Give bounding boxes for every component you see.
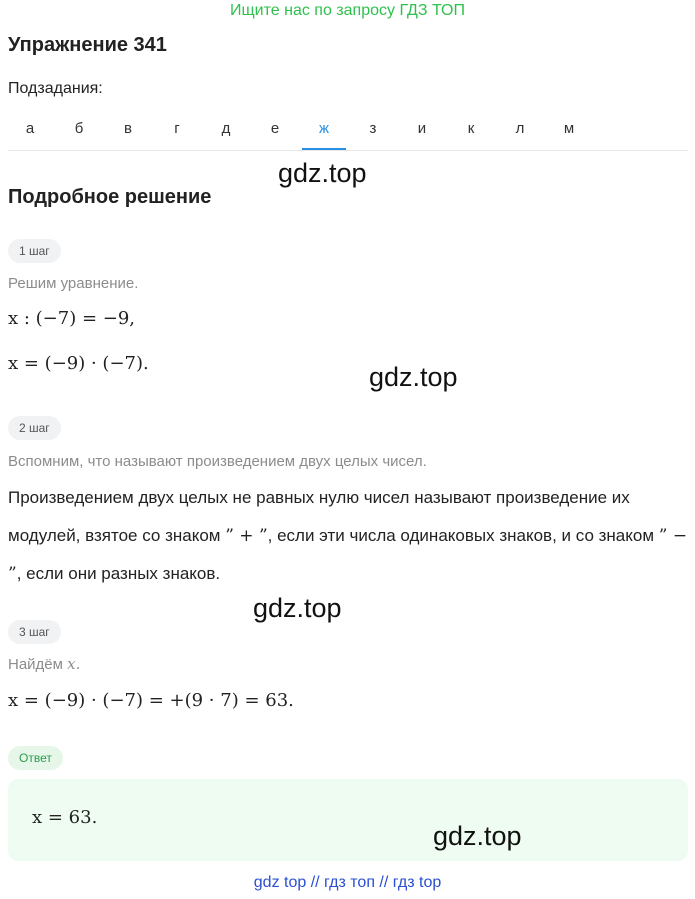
definition-text-part: Произведением двух целых не равных нулю чисел называют произведение их модулей, взятое со знаком — [8, 488, 630, 545]
definition-text-part: , если эти числа одинаковых знаков, и со знаком — [267, 526, 659, 545]
definition-text — [8, 479, 688, 593]
step-badge: 2 шаг — [8, 416, 61, 440]
subtask-tabs — [8, 118, 688, 151]
watermark: gdz.top — [433, 821, 522, 851]
tab-zh[interactable]: ж — [302, 120, 346, 150]
step-badge: 1 шаг — [8, 239, 61, 263]
promo-banner[interactable]: Ищите нас по запросу ГДЗ ТОП — [230, 2, 465, 19]
subtasks-label: Подзадания: — [8, 80, 103, 97]
formula: x = (−9) · (−7). — [8, 353, 149, 374]
tab-e[interactable]: е — [270, 120, 280, 137]
watermark: gdz.top — [278, 158, 367, 188]
step-hint: Вспомним, что называют произведением двух целых чисел. — [8, 453, 427, 470]
answer-formula: x = 63. — [32, 807, 98, 828]
definition-text-part: , если они разных знаков. — [16, 564, 221, 583]
step-hint-variable: x. — [67, 655, 81, 673]
answer-badge: Ответ — [8, 746, 63, 770]
tab-m[interactable]: м — [563, 120, 575, 137]
step-badge: 3 шаг — [8, 620, 61, 644]
step-hint-text: Найдём — [8, 656, 68, 673]
footer-links[interactable]: gdz top // гдз топ // гдз top — [253, 874, 442, 891]
minus-sign-quote: ” − ” — [8, 526, 688, 584]
answer-box — [8, 779, 688, 861]
formula: x = (−9) · (−7) = +(9 · 7) = 63. — [8, 690, 294, 711]
section-title: Подробное решение — [8, 186, 212, 208]
tab-l[interactable]: л — [515, 120, 525, 137]
tab-i[interactable]: и — [417, 120, 427, 137]
plus-sign-quote: ” + ” — [225, 526, 268, 546]
tab-z[interactable]: з — [369, 120, 377, 137]
watermark: gdz.top — [253, 593, 342, 623]
tab-b[interactable]: б — [74, 120, 84, 137]
step-hint: Решим уравнение. — [8, 275, 139, 292]
step-hint — [8, 655, 80, 673]
formula: x : (−7) = −9, — [8, 308, 136, 329]
tab-d[interactable]: д — [221, 120, 231, 137]
tab-g[interactable]: г — [174, 120, 180, 137]
tab-a[interactable]: а — [25, 120, 35, 137]
watermark: gdz.top — [369, 362, 458, 392]
tab-k[interactable]: к — [467, 120, 475, 137]
page-title: Упражнение 341 — [8, 34, 167, 56]
tab-v[interactable]: в — [124, 120, 132, 137]
